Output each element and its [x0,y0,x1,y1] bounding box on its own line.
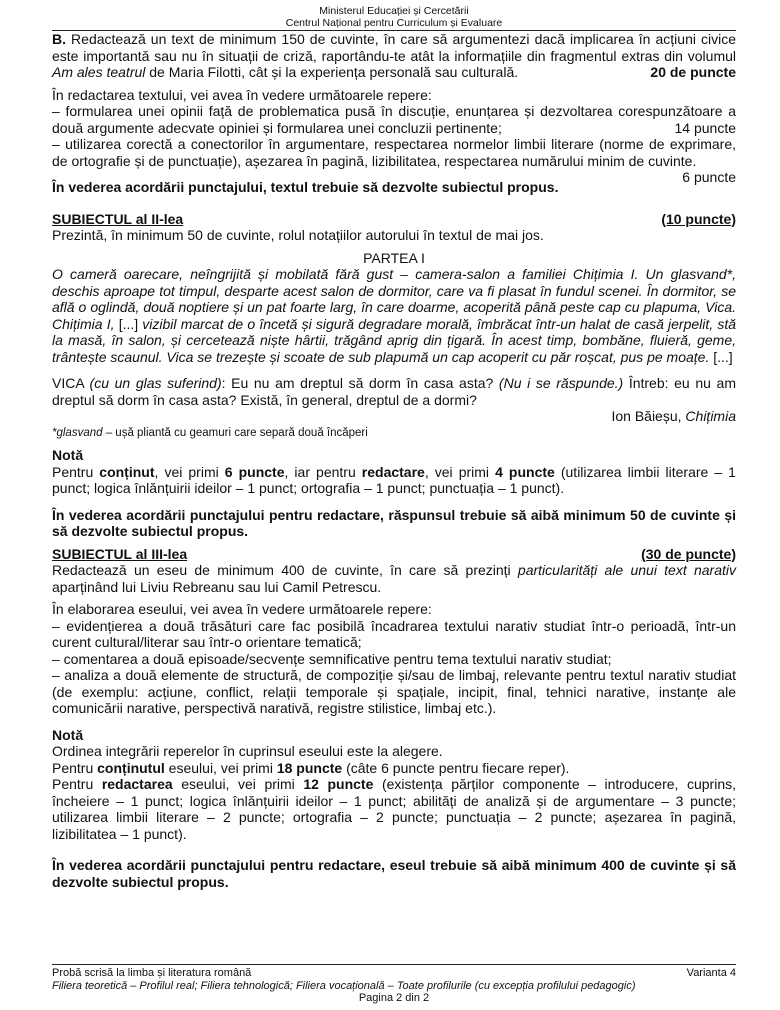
subject2-points: (10 puncte) [661,210,736,227]
subject3-heading [52,546,736,563]
partB-intro: Redactează un text de minimum 150 de cuvinte, în care să argumentezi dacă implicarea în acțiuni civice este importantă sau nu în situații de criză, raportându-te atât la informațiile din fragmentul extras din volumul [52,31,737,64]
subject2-note-requirement: În vederea acordării punctajului pentru redactare, răspunsul trebuie să aibă minimum 50 de cuvinte și să dezvolte subiectul propus. [52,506,736,539]
excerpt-source: Ion Băieșu, Chițimia [611,408,736,424]
subject3-note-requirement: În vederea acordării punctajului pentru redactare, eseul trebuie să aibă minimum 400 de cuvinte și să dezvolte subiectul propus. [52,857,736,890]
partB-points: 20 de puncte [650,64,736,80]
page-body [52,0,736,890]
subject3-guide-2: – comentarea a două episoade/secvențe semnificative pentru tema textului narativ studiat; [52,650,612,667]
subject3-note-content: Pentru conținutul eseului, vei primi 18 puncte (câte 6 puncte pentru fiecare reper). [52,759,570,776]
partB-guide-2-points: 6 puncte [682,169,736,185]
header-ministry: Ministerul Educației și Cercetării [319,5,469,17]
subject3-guide-1: – evidențierea a două trăsături care fac posibilă încadrarea textului narativ studiat într-o perioadă, într-un curent cultural/literar sau într-o orientare tematică; [52,617,736,650]
subject3-note-redactare: Pentru redactarea eseului, vei primi 12 puncte (existența părților componente – introducere, cuprins, încheiere – 1 punct; logica înlănțuirii ideilor – 1 punct; abilități de analiză și de argumentare – 3 puncte; utilizarea limbii literare – 2 puncte; ortografia – 2 puncte; punctuația – 2 puncte; așezarea în pagină, lizibilitatea – 1 punct). [52,776,737,842]
subject2-heading [52,211,736,228]
glossary-note: *glasvand – ușă pliantă cu geamuri care separă două încăperi [52,426,368,439]
subject3-note-order: Ordinea integrării reperelor în cuprinsul eseului este la alegere. [52,743,443,759]
footer-divider [52,964,736,965]
partB-letter: B. [52,31,66,47]
subject3-task: Redactează un eseu de minimum 400 de cuvinte, în care să prezinți particularități ale unui text narativ aparținând lui Liviu Rebreanu sau lui Camil Petrescu. [52,562,736,595]
dialogue-speaker: VICA [52,375,84,391]
subject2-task: Prezintă, în minimum 50 de cuvinte, rolul notațiilor autorului în textul de mai jos. [52,227,544,243]
subject2-note-title: Notă [52,447,84,463]
subject3-guide-3: – analiza a două elemente de structură, de compoziție și/sau de limbaj, relevante pentru textul narativ studiat (de exemplu: acțiune, conflict, relații temporale și spațiale, incipit, final, tehnici narative, instanțe ale comunicării narative, perspectivă narativă, registre stilistice, limbaj etc.). [52,667,736,716]
partB-guide-1-points: 14 puncte [674,119,736,136]
partB-guide-2: – utilizarea corectă a conectorilor în argumentare, respectarea normelor limbii literare (norme de exprimare, de ortografie și de punctuație), așezarea în pagină, lizibilitatea, respectarea numărului minim de cuvinte. 6 puncte [52,136,736,185]
footer-variant: Varianta 4 [686,967,736,979]
subject3-title: SUBIECTUL al III-lea [52,545,188,562]
subject3-guide-intro: În elaborarea eseului, vei avea în vedere următoarele repere: [52,601,432,617]
header-center: Centrul Național pentru Curriculum și Evaluare [285,17,503,29]
partB-task [52,31,736,81]
footer-profiles: Filiera teoretică – Profilul real; Filiera tehnologică; Filiera vocațională – Toate profilurile (cu excepția profilului pedagogic) [52,979,636,992]
partB-work-title: Am ales teatrul [52,64,146,80]
partB-guide-1: – formularea unei opinii față de problematica pusă în discuție, enunțarea și dezvoltarea corespunzătoare a două argumente adecvate opiniei și formularea unei concluzii pertinente; 14 puncte [52,103,736,136]
subject2-note-scoring: Pentru conținut, vei primi 6 puncte, iar pentru redactare, vei primi 4 puncte (utilizarea limbii literare – 1 punct; logica înlănțuirii ideilor – 1 punct; ortografia – 1 punct; punctuația – 1 punct). [52,463,736,496]
partB-note: În vederea acordării punctajului, textul trebuie să dezvolte subiectul propus. [52,179,559,195]
excerpt-dialogue: VICA (cu un glas suferind): Eu nu am dreptul să dorm în casa asta? (Nu i se răspunde.) Întreb: eu nu am dreptul să dorm în casa asta? Există, în general, dreptul de a dormi? [52,375,737,408]
footer-page-number: Pagina 2 din 2 [358,992,430,1004]
page-footer [52,964,736,1005]
partB-guide-intro: În redactarea textului, vei avea în vedere următoarele repere: [52,86,432,103]
subject3-points: (30 de puncte) [641,545,736,562]
footer-exam-title: Probă scrisă la limba și literatura română [52,967,252,979]
excerpt-part-label: PARTEA I [363,249,425,266]
excerpt-stage-directions: O cameră oarecare, neîngrijită și mobilată fără gust – camera-salon a familiei Chițimia I. Un glasvand*, deschis aproape tot timpul, desparte acest salon de dormitor, care va fi plasat în fundul scenei. În dormitor, se află o oglindă, două noptiere și un pat foarte larg, în care doarme, acoperită până peste cap cu plapuma, Vica. Chițimia I, [...] vizibil marcat de o încetă și sigură degradare morală, îmbrăcat într-un halat de casă jerpelit, stă la masă, în salon, și cercetează niște hârtii, trăgând aprig din țigară. În acest timp, bombăne, fluieră, geme, trântește scaunul. Vica se trezește și scoate de sub plapumă un cap acoperit cu păr roșcat, pus pe moațe. [...] [52,266,737,365]
subject2-title: SUBIECTUL al II-lea [52,210,184,227]
page-header [52,0,736,29]
subject3-note-title: Notă [52,726,84,743]
excerpt-ellipsis-end: [...] [713,348,733,365]
excerpt-ellipsis: [...] [118,315,139,332]
partB-intro-tail: de Maria Filotti, cât și la experiența personală sau culturală. [149,64,519,80]
